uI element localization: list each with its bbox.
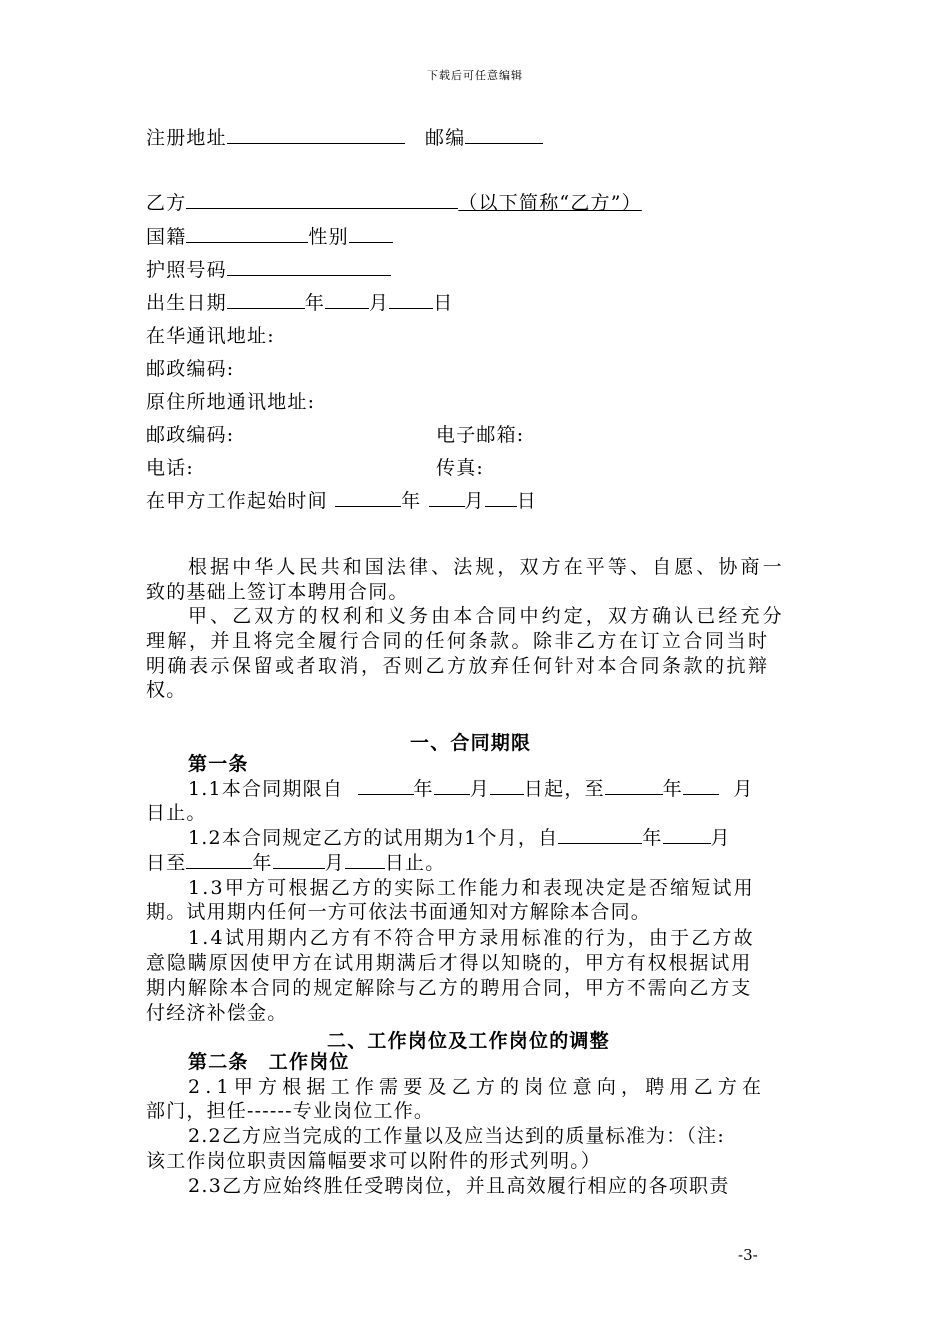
start-month-label: 月 xyxy=(464,490,485,512)
c11-year2-label: 年 xyxy=(662,778,683,800)
page-number: -3- xyxy=(738,1246,758,1264)
c12-year1-label: 年 xyxy=(642,827,663,849)
gender-blank[interactable] xyxy=(349,225,393,243)
birth-month-blank[interactable] xyxy=(325,291,369,309)
clause-1-4-line2: 意隐瞒原因使甲方在试用期满后才得以知晓的，甲方有权根据试用 xyxy=(146,952,753,974)
c11-month2-label: 月 xyxy=(733,778,754,800)
nationality-blank[interactable] xyxy=(186,225,308,243)
clause-1-1-end: 日止。 xyxy=(146,802,207,824)
clause-1-2-text-b: 日至 xyxy=(146,852,187,874)
birth-day-label: 日 xyxy=(433,292,454,314)
birth-year-blank[interactable] xyxy=(227,291,305,309)
c12-month1-label: 月 xyxy=(710,827,731,849)
clause-2-2-line2: 该工作岗位职责因篇幅要求可以附件的形式列明。） xyxy=(146,1150,602,1172)
passport-line xyxy=(146,258,391,282)
intro-p2-line4: 权。 xyxy=(146,679,187,701)
clause-1-2-text: 1.2本合同规定乙方的试用期为1个月，自 xyxy=(188,827,559,849)
start-label: 在甲方工作起始时间 xyxy=(146,490,328,512)
clause-1-3-line2: 期。试用期内任何一方可依法书面通知对方解除本合同。 xyxy=(146,901,652,923)
clause-1-2-line2 xyxy=(146,851,445,875)
phone-label: 电话: xyxy=(146,457,195,479)
postcode2-label: 邮政编码: xyxy=(146,424,235,446)
page-header: 下载后可任意编辑 xyxy=(427,69,523,82)
clause-1-2-line1 xyxy=(188,826,731,850)
china-address-label: 在华通讯地址: xyxy=(146,325,275,347)
clause-2-1-line2: 部门，担任------专业岗位工作。 xyxy=(146,1100,435,1122)
c12-month1-blank[interactable] xyxy=(663,826,711,844)
passport-blank[interactable] xyxy=(227,258,391,276)
c12-month2-label: 月 xyxy=(324,852,345,874)
c11-month1-blank[interactable] xyxy=(434,777,470,795)
c12-year1-blank[interactable] xyxy=(558,826,642,844)
clause-1-4-line1: 1.4试用期内乙方有不符合甲方录用标准的行为，由于乙方故 xyxy=(188,927,755,949)
c12-month2-blank[interactable] xyxy=(273,851,325,869)
clause-1-1-text: 1.1本合同期限自 xyxy=(188,778,344,800)
nationality-line xyxy=(146,225,393,249)
nationality-label: 国籍 xyxy=(146,226,187,248)
article1-title: 第一条 xyxy=(188,753,249,775)
c12-year2-label: 年 xyxy=(252,852,273,874)
clause-2-3-line1: 2.3乙方应始终胜任受聘岗位，并且高效履行相应的各项职责 xyxy=(188,1175,730,1197)
birth-label: 出生日期 xyxy=(146,292,227,314)
postcode1-label: 邮政编码: xyxy=(146,358,235,380)
reg-address-blank[interactable] xyxy=(227,126,405,144)
c12-end: 日止。 xyxy=(384,852,446,874)
intro-p1-line1: 根据中华人民共和国法律、法规，双方在平等、自愿、协商一 xyxy=(188,556,785,578)
c11-month1-label: 月 xyxy=(469,778,490,800)
c11-day1-blank[interactable] xyxy=(490,777,524,795)
intro-p1-line2: 致的基础上签订本聘用合同。 xyxy=(146,581,409,603)
postcode-blank[interactable] xyxy=(465,126,543,144)
birth-month-label: 月 xyxy=(369,292,390,314)
clause-2-1-line1: 2.1甲方根据工作需要及乙方的岗位意向，聘用乙方在 xyxy=(188,1076,767,1098)
gender-label: 性别 xyxy=(308,226,349,248)
section1-title: 一、合同期限 xyxy=(410,732,532,754)
start-day-label: 日 xyxy=(516,490,537,512)
email-label: 电子邮箱: xyxy=(436,424,525,446)
party-b-blank[interactable] xyxy=(186,191,458,209)
reg-address-label: 注册地址 xyxy=(146,127,227,149)
party-b-label: 乙方 xyxy=(146,192,187,214)
c11-year2-blank[interactable] xyxy=(605,777,663,795)
clause-1-4-line3: 期内解除本合同的规定解除与乙方的聘用合同，甲方不需向乙方支 xyxy=(146,977,753,999)
passport-label: 护照号码 xyxy=(146,259,227,281)
clause-1-4-line4: 付经济补偿金。 xyxy=(146,1002,288,1024)
c12-day2-blank[interactable] xyxy=(345,851,385,869)
intro-p2-line3: 明确表示保留或者取消，否则乙方放弃任何针对本合同条款的抗辩 xyxy=(146,655,770,677)
c11-day-from: 日起，至 xyxy=(523,778,605,800)
section2-title: 二、工作岗位及工作岗位的调整 xyxy=(327,1030,610,1052)
party-b-line xyxy=(146,191,642,215)
c11-year1-blank[interactable] xyxy=(358,777,414,795)
c11-month2-blank[interactable] xyxy=(683,777,719,795)
clause-1-3-line1: 1.3甲方可根据乙方的实际工作能力和表现决定是否缩短试用 xyxy=(188,877,755,899)
start-year-blank[interactable] xyxy=(335,489,401,507)
postcode-label: 邮编 xyxy=(425,127,466,149)
c11-year1-label: 年 xyxy=(413,778,434,800)
clause-2-2-line1: 2.2乙方应当完成的工作量以及应当达到的质量标准为：（注: xyxy=(188,1125,725,1147)
c12-year2-blank[interactable] xyxy=(186,851,252,869)
article2-title: 第二条 工作岗位 xyxy=(188,1051,350,1073)
fax-label: 传真: xyxy=(436,457,485,479)
orig-address-label: 原住所地通讯地址: xyxy=(146,391,316,413)
birth-day-blank[interactable] xyxy=(389,291,433,309)
reg-address-line xyxy=(146,126,543,150)
start-date-line xyxy=(146,489,537,513)
party-b-alias: （以下简称“乙方”） xyxy=(458,192,642,214)
birth-line xyxy=(146,291,453,315)
clause-1-1-line1 xyxy=(188,777,754,801)
start-month-blank[interactable] xyxy=(429,489,465,507)
intro-p2-line1: 甲、乙双方的权利和义务由本合同中约定，双方确认已经充分 xyxy=(188,605,785,627)
birth-year-label: 年 xyxy=(304,292,326,314)
start-year-label: 年 xyxy=(401,490,422,512)
intro-p2-line2: 理解，并且将完全履行合同的任何条款。除非乙方在订立合同当时 xyxy=(146,630,770,652)
start-day-blank[interactable] xyxy=(485,489,517,507)
